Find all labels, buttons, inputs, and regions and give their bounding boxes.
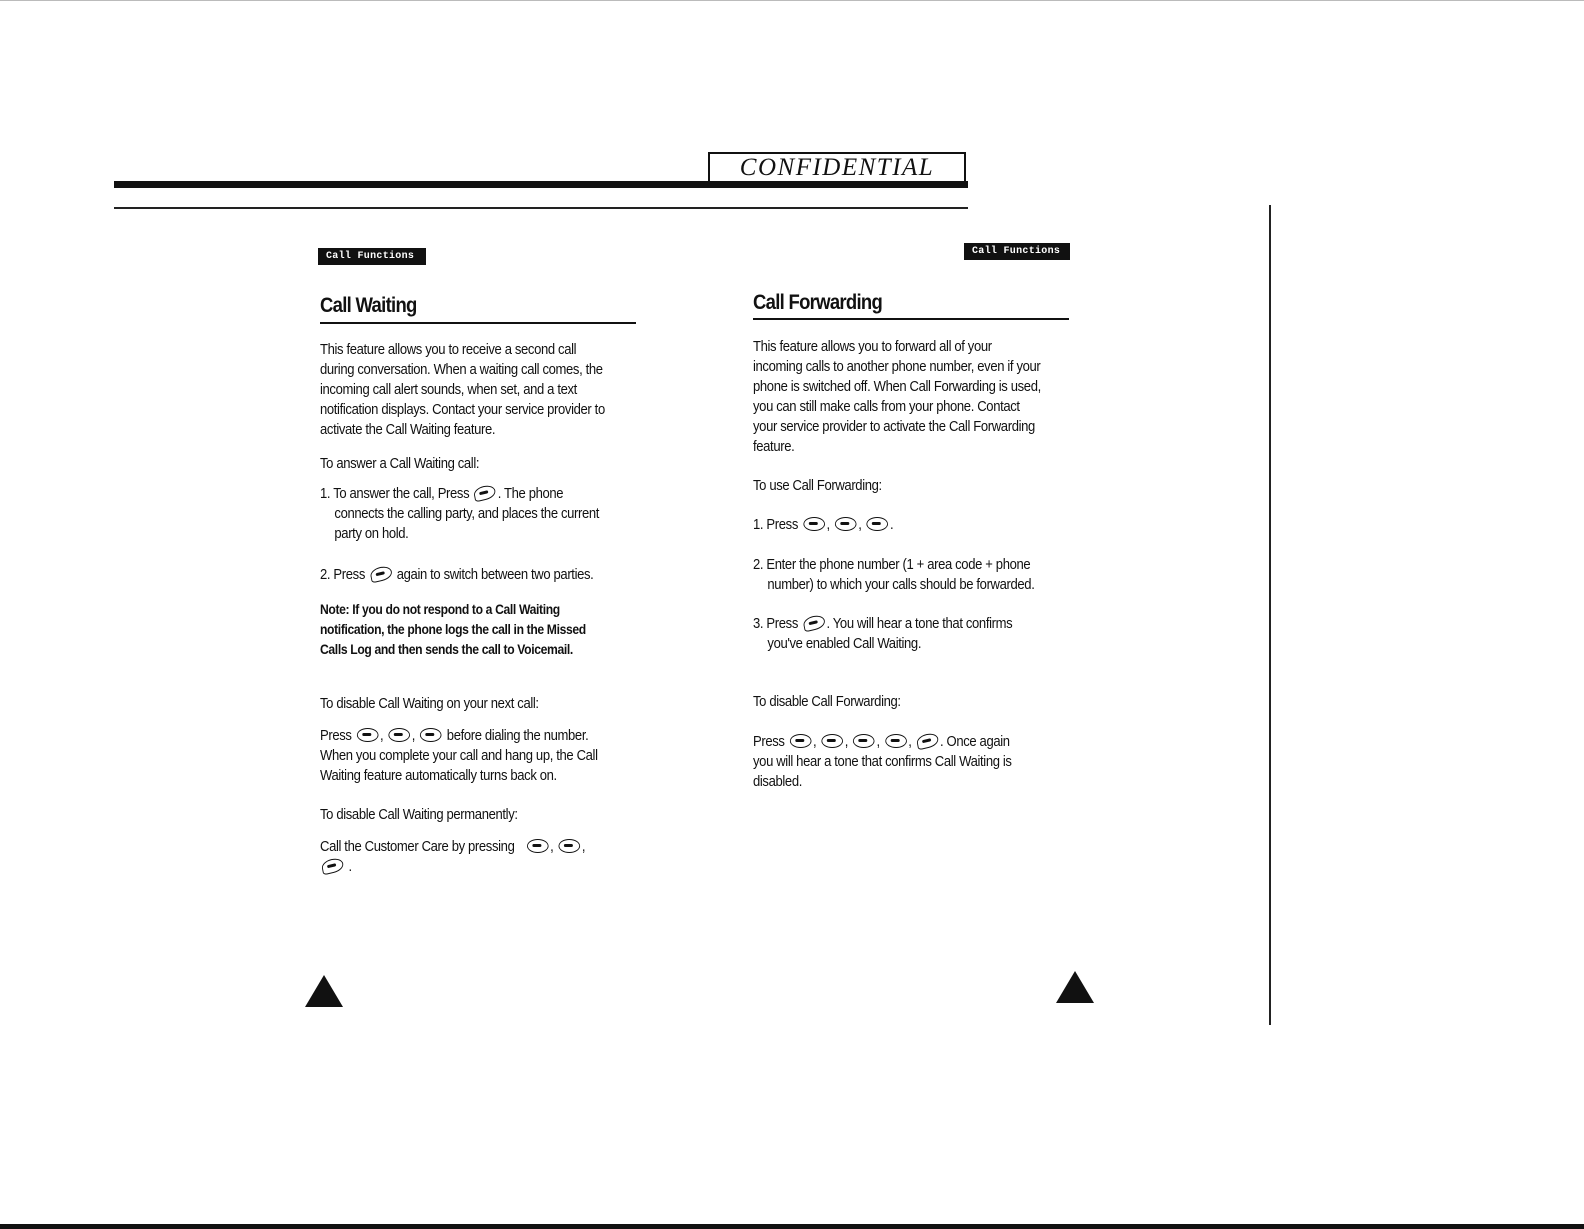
call-forwarding-intro: This feature allows you to forward all of your incoming calls to another phone number, even if your phone is switched off. When Call Forwarding is used, you can still make calls from your phone. Contact your service provider to activate the Call Forwarding feature. xyxy=(753,339,1041,455)
star-key-icon xyxy=(357,728,379,742)
forward-step-1: 1. Press , , . xyxy=(753,517,894,533)
answer-heading: To answer a Call Waiting call: xyxy=(320,456,480,472)
page-bottom-edge xyxy=(0,1224,1584,1229)
section-title-call-forwarding: Call Forwarding xyxy=(753,291,883,314)
star-key-icon xyxy=(790,734,812,748)
header-rule-thick xyxy=(114,181,968,188)
disable-next-text: Press , , before dialing the number. When you complete your call and hang up, the Call Waiting feature automatically turns back on. xyxy=(320,728,598,784)
answer-step-1: 1. To answer the call, Press . The phone connects the calling party, and places the current party on hold. xyxy=(320,484,680,544)
intro-line: activate the Call Waiting feature. xyxy=(320,422,496,438)
two-key-icon xyxy=(853,734,875,748)
note-block: Note: If you do not respond to a Call Waiting notification, the phone logs the call in the Missed Calls Log and then sends the call to Voicemail. xyxy=(320,602,586,657)
confidential-label: CONFIDENTIAL xyxy=(739,154,935,181)
zero-key-icon xyxy=(420,728,442,742)
title-rule-right xyxy=(753,318,1069,320)
disable-forwarding-text: Press , , , , . Once again you will hear a tone that confirms Call Waiting is disabled. xyxy=(753,732,1113,792)
intro-line: This feature allows you to receive a second call xyxy=(320,342,577,358)
header-rule-thin xyxy=(114,207,968,209)
star-key-icon xyxy=(527,839,549,853)
section-tag-right: Call Functions xyxy=(964,243,1070,260)
title-rule-left xyxy=(320,322,636,324)
intro-line: during conversation. When a waiting call comes, the xyxy=(320,362,603,378)
disable-next-heading: To disable Call Waiting on your next call: xyxy=(320,696,539,712)
section-tag-left: Call Functions xyxy=(318,248,426,265)
answer-step-2: 2. Press again to switch between two parties. xyxy=(320,565,680,585)
page-top-edge xyxy=(0,0,1584,1)
use-heading: To use Call Forwarding: xyxy=(753,478,882,494)
page-triangle-icon xyxy=(1056,971,1094,1003)
forward-step-2: 2. Enter the phone number (1 + area code + phone number) to which your calls should be forwarded. xyxy=(753,557,1035,593)
send-key-icon xyxy=(473,484,497,503)
two-key-icon xyxy=(867,517,889,531)
page-triangle-icon xyxy=(305,975,343,1007)
seven-key-icon xyxy=(388,728,410,742)
disable-perm-heading: To disable Call Waiting permanently: xyxy=(320,807,518,823)
send-key-icon xyxy=(321,857,345,876)
disable-perm-text: Call the Customer Care by pressing , , . xyxy=(320,839,586,875)
send-key-icon xyxy=(369,565,393,584)
call-waiting-intro xyxy=(320,340,680,440)
intro-line: notification displays. Contact your service provider to xyxy=(320,402,605,418)
intro-line: incoming call alert sounds, when set, and a text xyxy=(320,382,577,398)
seven-key-icon xyxy=(835,517,857,531)
zero-key-icon xyxy=(558,839,580,853)
section-title-call-waiting: Call Waiting xyxy=(320,294,417,317)
send-key-icon xyxy=(802,614,826,633)
send-key-icon xyxy=(916,732,940,751)
disable-forwarding-heading: To disable Call Forwarding: xyxy=(753,694,901,710)
seven-key-icon xyxy=(821,734,843,748)
star-key-icon xyxy=(803,517,825,531)
confidential-stamp xyxy=(708,152,966,182)
forward-step-3: 3. Press . You will hear a tone that confirms you've enabled Call Waiting. xyxy=(753,614,1113,654)
page-divider xyxy=(1269,205,1271,1025)
zero-key-icon xyxy=(885,734,907,748)
